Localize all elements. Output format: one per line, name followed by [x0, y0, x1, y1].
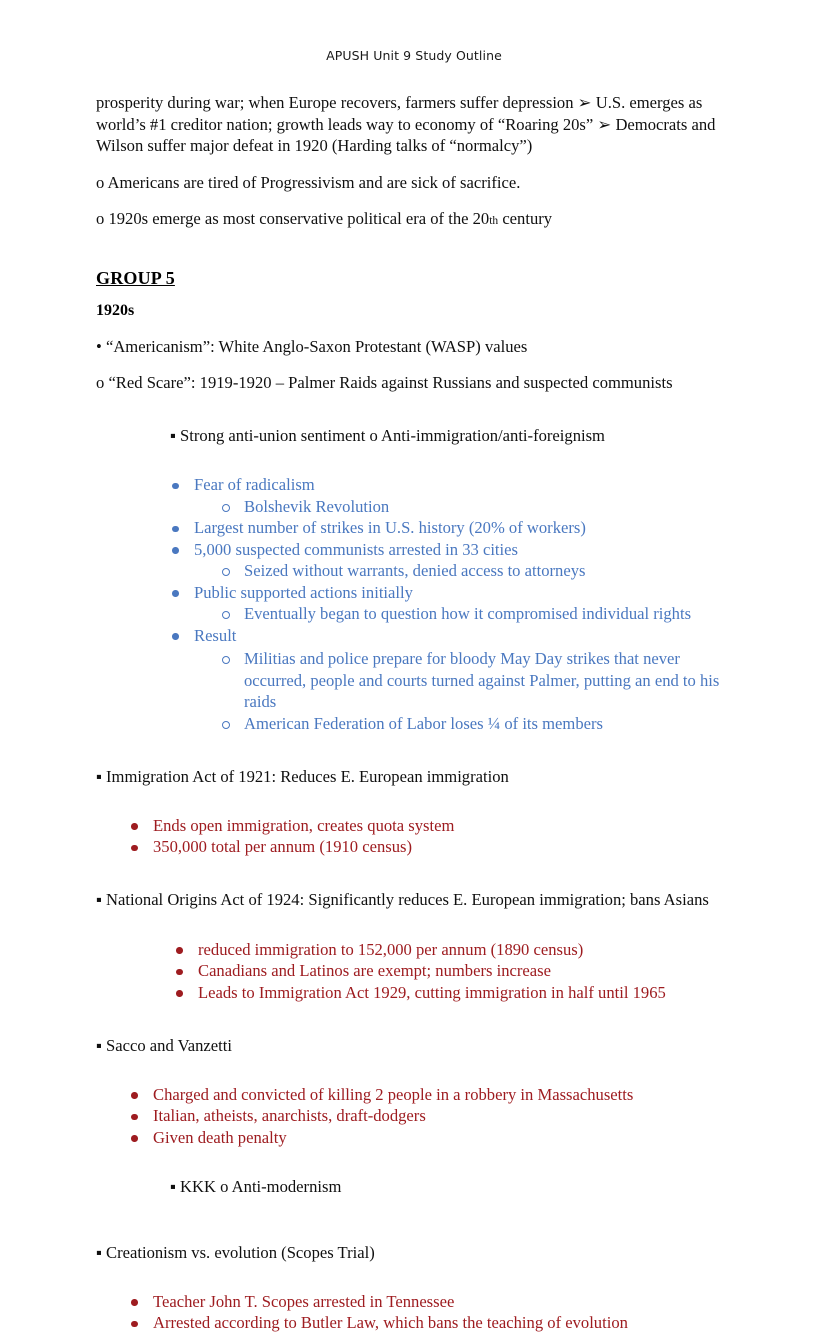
list-item [174, 960, 732, 982]
list-item-label: Canadians and Latinos are exempt; numbers increase [198, 961, 551, 981]
outline-line-red-scare: o “Red Scare”: 1919-1920 – Palmer Raids against Russians and suspected communists [96, 373, 673, 392]
list-item [220, 496, 732, 518]
subsection-heading-1920s: 1920s [96, 301, 135, 319]
list-item-label: Ends open immigration, creates quota system [153, 815, 455, 835]
blue-bullet-list [96, 474, 732, 734]
list-item-label: Teacher John T. Scopes arrested in Tennessee [153, 1291, 455, 1311]
heading-creationism-scopes: ▪ Creationism vs. evolution (Scopes Trial) [96, 1242, 375, 1262]
ordinal-suffix: th [489, 215, 499, 227]
list-item [170, 625, 732, 647]
list-item-label: Public supported actions initially [194, 582, 413, 602]
outline-line-americans-tired: o Americans are tired of Progressivism and are sick of sacrifice. [96, 172, 521, 192]
list-item [129, 815, 732, 837]
conservative-era-text: o 1920s emerge as most conservative political era of the 20 [96, 209, 490, 228]
list-item-label: Result [194, 625, 237, 645]
outline-line-strong-anti-union: ▪ Strong anti-union sentiment o Anti-immigration/anti-foreignism [170, 426, 605, 446]
list-item-label: 350,000 total per annum (1910 census) [153, 837, 412, 857]
page-header: APUSH Unit 9 Study Outline [326, 48, 502, 63]
red-bullet-list-sacco [96, 1084, 732, 1149]
list-item [170, 582, 732, 604]
list-item [174, 982, 732, 1004]
intro-paragraph: prosperity during war; when Europe recovers, farmers suffer depression ➢ U.S. emerges as world’s #1 creditor nation; growth leads way to economy of “Roaring 20s” ➢ Democrats and Wilson suffer major defeat in 1920 (Harding talks of “normalcy”) [96, 93, 716, 155]
list-item [170, 474, 732, 496]
list-item [170, 539, 732, 561]
list-item-label: 5,000 suspected communists arrested in 33 cities [194, 539, 518, 559]
list-item-label: Leads to Immigration Act 1929, cutting immigration in half until 1965 [198, 982, 666, 1002]
heading-immigration-act-1921: ▪ Immigration Act of 1921: Reduces E. European immigration [96, 766, 509, 786]
conservative-era-text-end: century [498, 209, 553, 228]
red-bullet-list-1921 [96, 815, 732, 858]
list-item-label: Largest number of strikes in U.S. history (20% of workers) [194, 518, 586, 538]
list-item-label: Charged and convicted of killing 2 people in a robbery in Massachusetts [153, 1084, 634, 1104]
heading-national-origins-act-1924: ▪ National Origins Act of 1924: Significantly reduces E. European immigration; bans Asians [96, 890, 709, 910]
section-heading-group-5: GROUP 5 [96, 267, 175, 288]
outline-line-conservative-era [96, 208, 732, 233]
list-item-label: reduced immigration to 152,000 per annum (1890 census) [198, 939, 584, 959]
list-item [129, 1084, 732, 1106]
list-item-label: American Federation of Labor loses ¼ of its members [244, 713, 603, 733]
list-item [174, 939, 732, 961]
document-body [96, 92, 732, 1334]
list-item-label: Bolshevik Revolution [244, 496, 390, 516]
list-item-label: Eventually began to question how it compromised individual rights [244, 604, 692, 624]
heading-sacco-and-vanzetti: ▪ Sacco and Vanzetti [96, 1035, 232, 1055]
red-bullet-list-scopes [96, 1291, 732, 1334]
list-item-label: Fear of radicalism [194, 475, 315, 495]
red-bullet-list-1924 [96, 939, 732, 1004]
list-item [220, 560, 732, 582]
list-item [129, 1105, 732, 1127]
list-item-label: Given death penalty [153, 1127, 287, 1147]
list-item-label: Militias and police prepare for bloody May Day strikes that never occurred, people and courts turned against Palmer, putting an end to his raids [244, 649, 720, 712]
list-item [129, 1291, 732, 1313]
list-item [220, 713, 732, 735]
list-item-label: Arrested according to Butler Law, which bans the teaching of evolution [153, 1313, 628, 1333]
list-item-label: Italian, atheists, anarchists, draft-dodgers [153, 1106, 426, 1126]
outline-line-americanism: • “Americanism”: White Anglo-Saxon Protestant (WASP) values [96, 336, 528, 356]
list-item [129, 1127, 732, 1149]
list-item [129, 836, 732, 858]
list-item [220, 603, 732, 625]
list-item [170, 517, 732, 539]
list-item [129, 1312, 732, 1334]
list-item-label: Seized without warrants, denied access to attorneys [244, 561, 586, 581]
outline-line-kkk: ▪ KKK o Anti-modernism [170, 1176, 342, 1196]
list-item [220, 648, 732, 713]
